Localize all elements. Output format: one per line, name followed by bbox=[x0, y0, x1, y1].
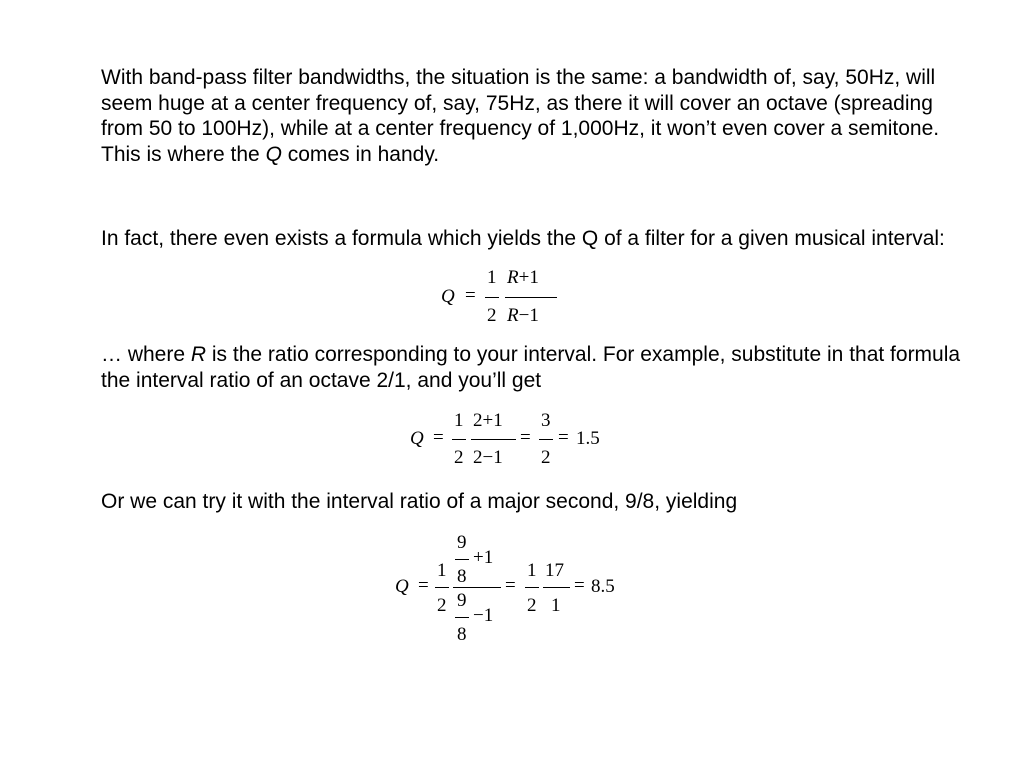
fraction-bar bbox=[452, 439, 466, 440]
fraction-numerator: 1 bbox=[437, 560, 447, 581]
text: +1 bbox=[518, 267, 539, 288]
text: … where bbox=[101, 343, 191, 366]
r-symbol: R bbox=[190, 343, 207, 366]
fraction-numerator: 1 bbox=[527, 560, 537, 581]
fraction-bar bbox=[455, 617, 469, 618]
text: +1 bbox=[473, 547, 494, 568]
fraction-numerator: 3 bbox=[541, 410, 551, 431]
equals-sign: = bbox=[574, 575, 585, 596]
fraction-bar bbox=[505, 297, 557, 298]
equals-sign: = bbox=[418, 575, 429, 596]
fraction-denominator: 1 bbox=[551, 595, 561, 616]
equals-sign: = bbox=[465, 285, 476, 306]
fraction-bar bbox=[543, 587, 570, 588]
equals-sign: = bbox=[558, 427, 569, 448]
result-value: 8.5 bbox=[591, 576, 615, 597]
fraction-denominator: 2 bbox=[437, 595, 447, 616]
fraction-denominator: 2 bbox=[487, 305, 497, 326]
q-symbol: Q bbox=[441, 286, 455, 307]
text: comes in handy. bbox=[281, 142, 440, 166]
q-symbol: Q bbox=[410, 428, 424, 449]
text: is the ratio corresponding to your interval. For example, substitute in that formula the interval ratio of an octave 2/1, and you’ll get bbox=[101, 343, 961, 392]
fraction-bar bbox=[525, 587, 539, 588]
text: −1 bbox=[518, 305, 539, 326]
r-symbol: R bbox=[507, 267, 519, 288]
fraction-numerator: 1 bbox=[487, 267, 497, 288]
paragraph-formula-intro: In fact, there even exists a formula which yields the Q of a filter for a given musical interval: bbox=[101, 227, 945, 250]
fraction-numerator: 2+1 bbox=[473, 410, 503, 431]
text: With band-pass filter bandwidths, the situation is the same: a bandwidth of, say, 50Hz, will seem huge at a center frequency of, say, 75Hz, as there it will cover an octave (spreading from 50 to 100Hz), while at a center frequency of 1,000Hz, it won’t even cover a semitone. This is where the bbox=[101, 66, 940, 166]
paragraph-bandwidth bbox=[101, 65, 961, 167]
q-symbol: Q bbox=[265, 142, 282, 166]
fraction-denominator: 2 bbox=[541, 447, 551, 468]
fraction-denominator: 2 bbox=[527, 595, 537, 616]
fraction-numerator: 9 bbox=[457, 590, 467, 611]
fraction-denominator: 8 bbox=[457, 566, 467, 587]
fraction-numerator: 17 bbox=[545, 560, 564, 581]
fraction-bar bbox=[453, 587, 501, 588]
fraction-bar bbox=[471, 439, 516, 440]
fraction-numerator bbox=[507, 268, 539, 288]
text: −1 bbox=[473, 605, 494, 626]
fraction-bar bbox=[485, 297, 499, 298]
result-value: 1.5 bbox=[576, 428, 600, 449]
fraction-denominator bbox=[507, 306, 539, 326]
fraction-bar bbox=[435, 587, 449, 588]
fraction-denominator: 2−1 bbox=[473, 447, 503, 468]
equals-sign: = bbox=[520, 427, 531, 448]
paragraph-major-second: Or we can try it with the interval ratio of a major second, 9/8, yielding bbox=[101, 490, 738, 513]
fraction-denominator: 8 bbox=[457, 624, 467, 645]
fraction-bar bbox=[539, 439, 553, 440]
equals-sign: = bbox=[433, 427, 444, 448]
equals-sign: = bbox=[505, 575, 516, 596]
paragraph-octave-example bbox=[101, 342, 961, 393]
fraction-bar bbox=[455, 559, 469, 560]
q-symbol: Q bbox=[395, 576, 409, 597]
fraction-numerator: 9 bbox=[457, 532, 467, 553]
r-symbol: R bbox=[507, 305, 519, 326]
fraction-denominator: 2 bbox=[454, 447, 464, 468]
fraction-numerator: 1 bbox=[454, 410, 464, 431]
